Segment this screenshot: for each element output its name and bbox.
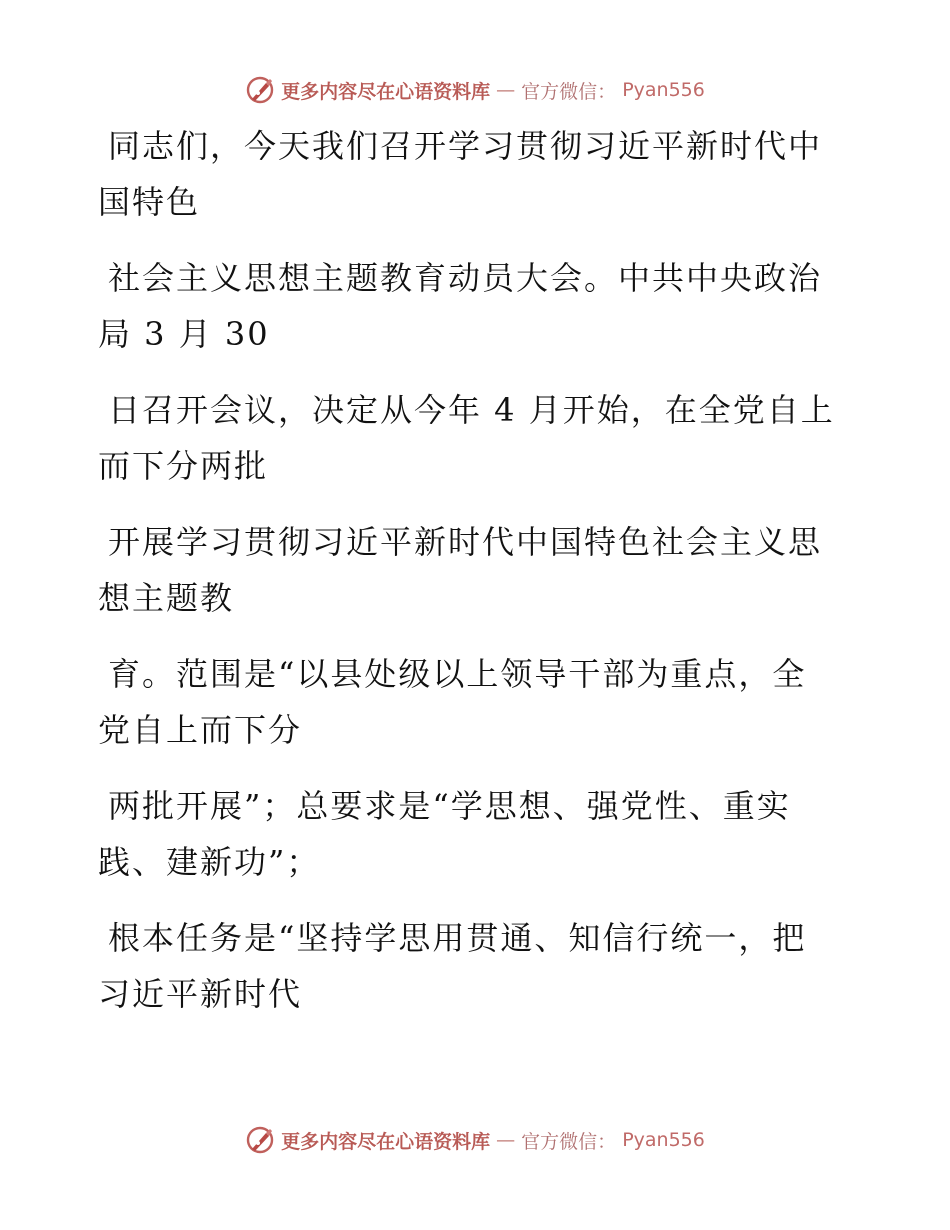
paragraph-line: 同志们，今天我们召开学习贯彻习近平新时代中 [108,127,823,165]
document-body [98,118,858,1042]
paragraph-line: 习近平新时代 [98,975,303,1013]
paragraph-line: 日召开会议，决定从今年 4 月开始，在全党自上 [108,391,835,429]
paragraph-line: 想主题教 [98,579,235,617]
paragraph [98,910,858,1022]
brand-text: 更多内容尽在心语资料库 [281,1130,491,1153]
paragraph-line: 两批开展”；总要求是“学思想、强党性、重实 [108,787,791,825]
paragraph [98,250,858,362]
paragraph-line: 而下分两批 [98,447,269,485]
paragraph-line: 开展学习贯彻习近平新时代中国特色社会主义思 [108,523,823,561]
paragraph-line: 践、建新功”； [98,843,321,881]
separator: — [496,79,516,101]
paragraph-line: 根本任务是“坚持学思用贯通、知信行统一，把 [108,919,807,957]
brand-text: 更多内容尽在心语资料库 [281,80,491,103]
paragraph-line: 国特色 [98,183,201,221]
paragraph [98,382,858,494]
paragraph [98,118,858,230]
paragraph-line: 社会主义思想主题教育动员大会。中共中央政治 [108,259,823,297]
paragraph-line: 党自上而下分 [98,711,303,749]
wechat-label: 官方微信： [521,1130,617,1153]
paragraph [98,646,858,758]
pen-logo-icon [245,75,275,105]
wechat-id: Pyan556 [622,79,705,101]
footer-banner [0,1120,950,1160]
wechat-id: Pyan556 [622,1129,705,1151]
header-banner [0,70,950,110]
paragraph [98,778,858,890]
paragraph-line: 育。范围是“以县处级以上领导干部为重点，全 [108,655,807,693]
separator: — [496,1129,516,1151]
paragraph [98,514,858,626]
paragraph-line: 局 3 月 30 [98,315,270,353]
pen-logo-icon [245,1125,275,1155]
wechat-label: 官方微信： [521,80,617,103]
